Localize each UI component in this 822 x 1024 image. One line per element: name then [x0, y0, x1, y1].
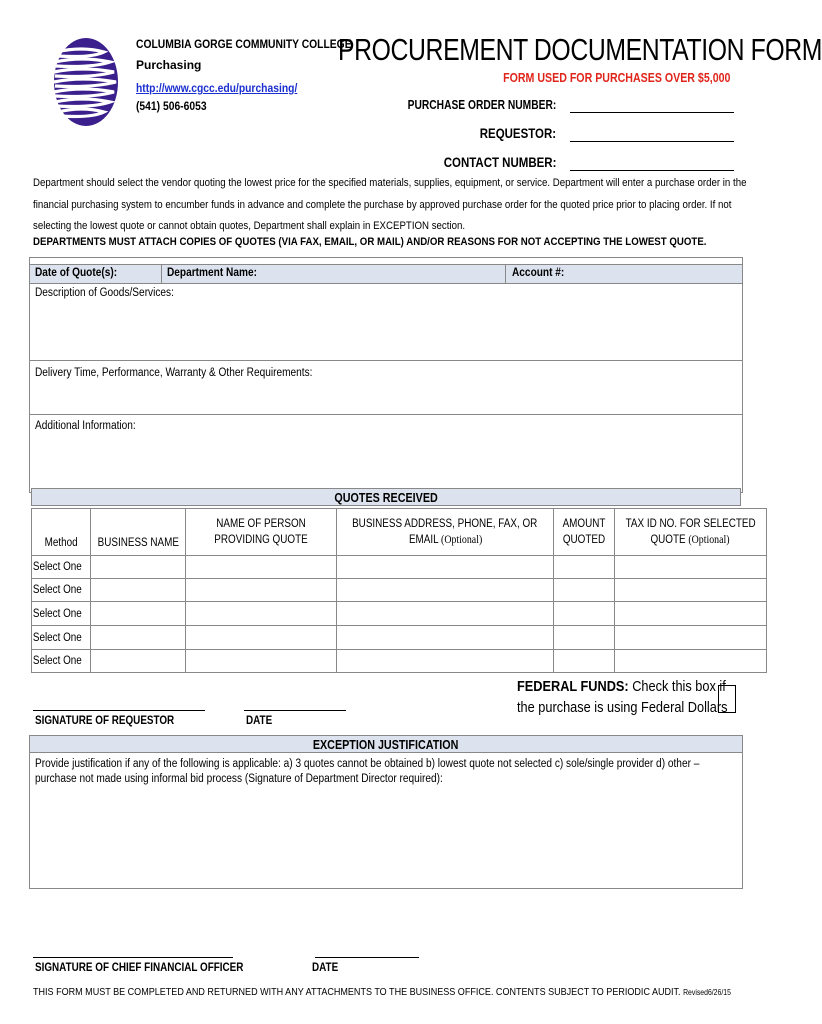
requestor-field[interactable]: [570, 141, 734, 142]
description-label: Description of Goods/Services:: [35, 287, 174, 299]
method-header: Method: [44, 537, 78, 549]
tax-id-cell[interactable]: [614, 602, 766, 626]
department-name-field[interactable]: Department Name:: [167, 267, 257, 279]
exception-header: [29, 735, 743, 753]
federal-funds-text-1: Check this box if: [628, 678, 726, 695]
federal-funds-text: [517, 676, 727, 718]
footer-text: [33, 986, 731, 998]
cfo-date-label: DATE: [312, 962, 339, 974]
divider: [29, 360, 743, 361]
college-logo: [52, 36, 120, 128]
requestor-label: REQUESTOR:: [479, 125, 556, 141]
requestor-date-label: DATE: [246, 715, 273, 727]
amount-cell[interactable]: [553, 602, 614, 626]
address-cell[interactable]: [337, 626, 553, 650]
tax-id-cell[interactable]: [614, 579, 766, 602]
additional-info-label: Additional Information:: [35, 420, 136, 432]
cfo-signature-label: SIGNATURE OF CHIEF FINANCIAL OFFICER: [35, 962, 244, 974]
purchasing-link[interactable]: http://www.cgcc.edu/purchasing/: [136, 81, 298, 95]
tax-id-cell[interactable]: [614, 556, 766, 579]
address-header: BUSINESS ADDRESS, PHONE, FAX, OR: [352, 518, 538, 530]
business-name-cell[interactable]: [90, 602, 186, 626]
tax-id-cell[interactable]: [614, 626, 766, 650]
person-header: NAME OF PERSON PROVIDING QUOTE: [214, 518, 309, 546]
table-row: [32, 602, 767, 626]
po-number-field[interactable]: [570, 112, 734, 113]
divider: [161, 264, 162, 284]
exception-text: Provide justification if any of the following is applicable: a) 3 quotes cannot be obtained b) lowest quote not selected c) sole/single provider d) other –purchase not made using informal bid process (Signature of Department Director required):: [35, 758, 700, 785]
amount-cell[interactable]: [553, 650, 614, 673]
cfo-date-line[interactable]: [315, 957, 419, 958]
person-cell[interactable]: [186, 579, 337, 602]
amount-cell[interactable]: [553, 626, 614, 650]
quotes-table: [31, 508, 767, 673]
business-name-header: BUSINESS NAME: [97, 537, 179, 549]
federal-funds-text-2: the purchase is using Federal Dollars: [517, 699, 728, 716]
date-department-row: [29, 264, 743, 284]
table-row: [32, 650, 767, 673]
footer-notice: THIS FORM MUST BE COMPLETED AND RETURNED WITH ANY ATTACHMENTS TO THE BUSINESS OFFICE. CONTENTS SUBJECT TO PERIODIC AUDIT.: [33, 986, 681, 998]
instructions-text: Department should select the vendor quoting the lowest price for the specified materials, supplies, equipment, or service. Department will enter a purchase order in the financial purchasing system to encumber funds in advance and complete the purchase by approved purchase order for the quoted price prior to placing order. If not selecting the lowest quote or cannot obtain quotes, Department shall explain in EXCEPTION section.: [33, 177, 747, 232]
address-header-email: EMAIL: [408, 534, 438, 546]
contact-number-field[interactable]: [570, 170, 734, 171]
person-cell[interactable]: [186, 556, 337, 579]
business-name-cell[interactable]: [90, 579, 186, 602]
address-cell[interactable]: [337, 556, 553, 579]
amount-header: AMOUNT QUOTED: [562, 518, 606, 546]
table-row: [32, 579, 767, 602]
po-number-label: PURCHASE ORDER NUMBER:: [407, 98, 556, 112]
divider: [505, 264, 506, 284]
cfo-signature-line[interactable]: [33, 957, 233, 958]
revision-date: Revised6/26/15: [683, 988, 731, 997]
account-number-field[interactable]: Account #:: [512, 267, 565, 279]
quotes-table-header: [32, 509, 767, 556]
delivery-label: Delivery Time, Performance, Warranty & Other Requirements:: [35, 367, 313, 379]
requestor-signature-label: SIGNATURE OF REQUESTOR: [35, 715, 175, 727]
quotes-received-title: QUOTES RECEIVED: [334, 491, 438, 505]
amount-cell[interactable]: [553, 556, 614, 579]
form-subtitle: FORM USED FOR PURCHASES OVER $5,000: [502, 71, 730, 85]
college-name: COLUMBIA GORGE COMMUNITY COLLEGE: [136, 37, 352, 51]
business-name-cell[interactable]: [90, 626, 186, 650]
tax-id-cell[interactable]: [614, 650, 766, 673]
method-select[interactable]: Select One: [32, 561, 82, 573]
business-name-cell[interactable]: [90, 650, 186, 673]
address-cell[interactable]: [337, 579, 553, 602]
tax-optional: (Optional): [688, 534, 731, 546]
requestor-signature-line[interactable]: [33, 710, 205, 711]
contact-number-label: CONTACT NUMBER:: [443, 154, 556, 170]
phone-number: (541) 506-6053: [136, 99, 207, 113]
method-select[interactable]: Select One: [32, 655, 82, 667]
federal-funds-label: FEDERAL FUNDS:: [517, 678, 629, 695]
federal-funds-checkbox[interactable]: [718, 685, 736, 713]
form-title: PROCUREMENT DOCUMENTATION FORM: [338, 32, 822, 67]
requestor-date-line[interactable]: [244, 710, 346, 711]
business-name-cell[interactable]: [90, 556, 186, 579]
person-cell[interactable]: [186, 602, 337, 626]
divider: [29, 414, 743, 415]
amount-cell[interactable]: [553, 579, 614, 602]
date-of-quotes-field[interactable]: Date of Quote(s):: [35, 267, 118, 279]
address-cell[interactable]: [337, 650, 553, 673]
quotes-received-header: [31, 488, 741, 506]
table-row: [32, 556, 767, 579]
address-cell[interactable]: [337, 602, 553, 626]
tax-id-header-b: QUOTE: [650, 534, 687, 546]
tax-id-header: TAX ID NO. FOR SELECTED: [625, 518, 756, 530]
method-select[interactable]: Select One: [32, 584, 82, 596]
department-name: Purchasing: [136, 58, 202, 72]
method-select[interactable]: Select One: [32, 607, 82, 620]
person-cell[interactable]: [186, 650, 337, 673]
address-optional: (Optional): [440, 534, 482, 546]
exception-title: EXCEPTION JUSTIFICATION: [313, 738, 459, 752]
method-select[interactable]: Select One: [32, 631, 82, 644]
table-row: [32, 626, 767, 650]
person-cell[interactable]: [186, 626, 337, 650]
instructions-bold: DEPARTMENTS MUST ATTACH COPIES OF QUOTES (VIA FAX, EMAIL, OR MAIL) AND/OR REASONS FOR NOT ACCEPTING THE LOWEST QUOTE.: [33, 236, 707, 248]
